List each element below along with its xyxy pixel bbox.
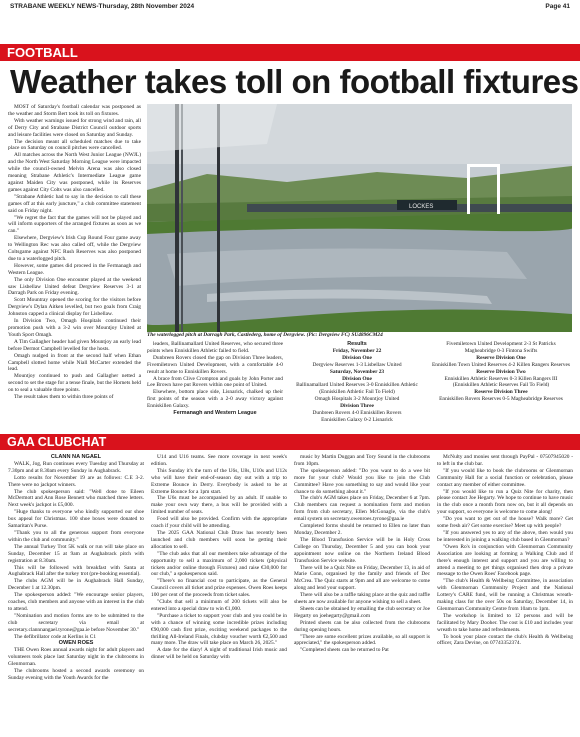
paragraph: Lotto results for November 19 are as follows: C.E 3-2. There were no jackpot winners. [8, 474, 144, 488]
section-bar-football: FOOTBALL [0, 44, 580, 61]
paragraph: leaders, Ballinamallard United Reserves, who secured three points when Enniskillen Athletic failed to field. [147, 341, 283, 354]
paragraph: Omagh nudged in front at the second half when Ethan Campbell slotted home while Niall McCarter extended the lead. [8, 352, 141, 373]
paragraph: Mountjoy continued to push and Gallagher netted a second to set the stage for a tense finale, but the Hornets held on to seal a valuable three points. [8, 373, 141, 394]
paragraph: "There's no financial cost to participate, as the General Council covers all ticket and prize expenses. Owen Roes keeps 100 per cent of the proceeds from ticket sales. [151, 578, 287, 599]
paragraph: "Strabane Athletic had to say in the decision to call these games off at this early juncture," a club committee statement said on Friday night. [8, 193, 141, 214]
page-header [0, 0, 580, 14]
paragraph: The result takes them to within three points of [14, 394, 114, 401]
paragraph: A Tim Gallagher header had given Mountjoy an early lead before Dermot Campbell levelled for the hosts. [8, 338, 141, 352]
paragraph: The spokesperson added: "Do you want to do a wee bit more for your club? Would you like to join the Club Committee? Have you something to say and would like your chance to do something about it." [294, 467, 430, 495]
results-column [289, 341, 425, 431]
paragraph: The clubrooms hosted a second awards ceremony on Sunday evening with the Youth Awards for the [8, 668, 144, 681]
paragraph: "Thank you to all the generous support from everyone within the club and community." [8, 529, 144, 543]
result-line: Enniskillen Athletic Reserves 0-3 Killen Rangers III [444, 375, 558, 382]
paragraph: THE Owen Roes annual awards night for adult players and volunteers took place last Saturday night in the clubrooms in Glenmornan. [8, 647, 144, 668]
gaa-column-3 [294, 454, 430, 736]
article-photo [147, 104, 572, 332]
paragraph: In Division Two, Omagh Hospitals continued their promotion push with a 3-2 win over Mountjoy United at Youth Sport Omagh. [8, 318, 141, 338]
paragraph: However, some games did proceed in the Fermanagh and Western League. [8, 262, 141, 276]
paragraph: Elsewhere, bottom place side, Lisnarick, chalked up their first points of the season with a 2-0 away victory against Enniskillen Galaxy. [147, 389, 283, 410]
paragraph: To book your place contact the club's Health & Wellbeing officer, Zara Devine, on 07743352374. [437, 633, 573, 647]
paragraph: "There are some excellent prizes available, so all support is appreciated," the spokesperson added. [294, 633, 430, 647]
paragraph: "Huge thanks to everyone who kindly supported our shoe box appeal for Christmas. 100 shoe boxes were donated to Samaritan's Purse. [8, 509, 144, 530]
club-heading: CLANN NA NGAEL [50, 454, 102, 460]
paragraph: Sheets can be obtained by emailing the club secretary or Joe Hegarty on joehegarty@gmail.com [294, 605, 430, 619]
paragraph: There will be a Quiz Nite on Friday, December 13, in aid of Marie Conn, organised by the family and friends of Dec McCrea. The Quiz starts at 9pm and all are welcome to come along and lend your support. [294, 564, 430, 592]
results-title: Results [347, 341, 367, 347]
paragraph: The club spokesperson said: "Well done to Eileen McDermott and Ann Rose Bennett who matched three letters. Next week's jackpot is £5,000. [8, 488, 144, 509]
results-division: Division Three [340, 403, 374, 410]
article-headline: Weather takes toll on football fixtures [10, 63, 579, 100]
paragraph: "If you would like to run a Quiz Nite for charity, then please contact Joe Hegarty. We hope to continue to have music in the club once a month from now on, but it all depends on your support, so everyone is welcome to come along! [437, 488, 573, 516]
paragraph: U14 and U16 teams. See more coverage in next week's edition. [151, 454, 287, 467]
photo-caption: The waterlogged pitch at Darragh Park, Castlederg, home of Dergview. (Pic: Dergview FC) SU4896CM24 [147, 332, 383, 338]
section-bar-gaa: GAA CLUBCHAT [0, 434, 580, 450]
results-division: Reserve Division One [476, 354, 526, 361]
paragraph: McNulty and monies sent through PayPal - 07507945020 - to left in the club bar. [437, 454, 573, 467]
result-line: Dergview Reserves 1-3 Lisbellaw United [312, 361, 402, 368]
result-line: Enniskillen Rovers Reserves 0-5 Magheabridge Reserves [439, 396, 563, 403]
paragraph: WALK, Jog, Run continues every Tuesday and Thursday at 7.30pm and at 8.30am every Sunday in Aughabrack. [8, 460, 144, 474]
paragraph: Food will also be provided. Confirm with the appropriate coach if your child will be attending. [151, 516, 287, 530]
subheading-league: Fermanagh and Western League [173, 410, 257, 417]
paragraph: "The club asks that all our members take advantage of the opportunity to sell a maximum of 2,000 tickets (physical tickets and/or online through Fixtureu) and raise €30,000 for our club," a spokesperson said. [151, 550, 287, 578]
paragraph: This will be followed with breakfast with Santa at Aughabrack Hall after the turkey trot (pre-booking essential). [8, 564, 144, 578]
paragraph: The U6s must be accompanied by an adult. If unable to make your own way there, a bus will be provided with a limited number of seats. [151, 495, 287, 516]
paragraph: "Completed sheets can be returned to Pat [300, 647, 389, 654]
ad-board-text: LOCKES [409, 204, 434, 210]
page-number: Page 41 [545, 3, 570, 10]
paragraph: A date for the diary! A night of traditional Irish music and dinner will be held on Saturday with [151, 647, 287, 661]
paragraph: With weather warnings issued for strong wind and rain, all of Derry City and Strabane District Council outdoor sports and leisure facilities were closed on Saturday and Sunday. [8, 117, 141, 138]
gaa-column-4 [437, 454, 573, 736]
paragraph: Scott Mountray opened the scoring for the visitors before Dergview's Dylan Aitken levelled, but two goals from Craig Johnston capped a clinical display for Lisbellaw. [8, 297, 141, 318]
article-column-1 [8, 104, 141, 429]
paragraph: "Nomination and motion forms are to be submitted to the club secretary via email at secretary.clannnangael.tyrone@gaa.ie before November 30." [8, 612, 144, 633]
paragraph: Dunbreen Rovers closed the gap on Division Three leaders, Fivemiletown United Development, with a comfortable 4-0 result at home to Enniskillen Rovers. [147, 354, 283, 375]
paragraph: "Owen Ro's in conjunction with Glenmornan Community Association are looking at forming a Walking Club and if there's enough interest and support and you are willing to attend a meeting to get things organised then drop a private message to the Owen Roes' Facebook page. [437, 543, 573, 578]
paragraph: The decision meant all scheduled matches due to take place on Saturday on council pitches were cancelled. [8, 138, 141, 152]
gaa-column-1 [8, 454, 144, 736]
results-division: Division One [342, 375, 372, 382]
paragraph: The Blood Transfusion Service will be in Holy Cross College on Thursday, December 5 and you can book your appointment now online on the Northern Ireland Blood Transfusion Service website. [294, 536, 430, 564]
result-line: Fivemiletown United Development 2-3 St Patricks Magheabridge 0-3 Fintona Swifts [446, 341, 556, 354]
paragraph: The only Division One encounter played at the weekend saw Lisbellaw United defeat Dergview Reserves 3-1 at Darragh Park on Friday evening. [8, 276, 141, 297]
paragraph: Printed sheets can be also collected from the clubrooms during opening hours. [294, 619, 430, 633]
paragraph: All matches across the North West Junior League (NWJL) and the North West Saturday Morning League were impacted while the council-owned Melvin Arena was also closed meaning Strabane Athletic's Intermediate League game against Maiden City was postponed, while its Reserves games against City Colts was also cancelled. [8, 152, 141, 193]
results-date: Friday, November 22 [332, 347, 382, 354]
paragraph: There will also be a raffle taking place at the quiz and raffle sheets are now available for anyone wishing to sell a sheet. [294, 592, 430, 606]
paragraph: Completed forms should be returned to Ellen no later than Monday, December 2. [294, 523, 430, 536]
paragraph: The defibrillator code at Kerlins is C1 [14, 633, 97, 640]
paragraph: The 2025 GAA National Club Draw has recently been launched and club members will soon be getting their allocation to sell. [151, 529, 287, 550]
results-division: Division One [342, 354, 372, 361]
waterlogged-pitch-image [147, 104, 572, 332]
paragraph: "Clubs that sell a minimum of 200 tickets will also be entered into a special draw to win €1,000. [151, 599, 287, 612]
paragraph: The club's AGM takes place on Friday, December 6 at 7pm. Club members can request a nomination form and motion form from club secretary, Ellen McGonagle, via the club's email system on secretary.owenroes.tyrone@gaa.ie [294, 495, 430, 523]
paragraph: "Do you want to get out of the house? Walk more? Get some fresh air? Get some exercise? Meet up with people? [437, 516, 573, 530]
result-line: Omagh Hospitals 3-2 Mountjoy United [314, 396, 400, 403]
paragraph: The workshop is limited to 12 persons and will be facilitated by Mary Dooher. The cost is £10 and includes your wreath to take home and refreshments. [437, 612, 573, 633]
result-line: (Enniskillen Athletic Reserves Fail To Field) [452, 382, 550, 389]
paragraph: music by Martin Duggan and Tory Sound in the clubrooms from 10pm. [294, 454, 430, 467]
paragraph: "If you answered yes to any of the above, then would you be interested in joining a walking club based in Glenmornan? [437, 529, 573, 543]
results-date: Saturday, November 23 [329, 368, 385, 375]
result-line: Enniskillen Town United Reserves 4-2 Killen Rangers Reserves [431, 361, 570, 368]
result-line: Enniskillen Galaxy 0-2 Lisnarick [321, 416, 393, 423]
gaa-column-2 [151, 454, 287, 736]
article-column-2 [147, 341, 283, 431]
paragraph: "The club's Health & Wellbeing Committee, in association with Glenmornan Community Project and the National Lottery's CARE fund, will be running a Christmas wreath-making class for the over 50s on Saturday, December 14, in Glenmornan Community Centre from 10am to 1pm. [437, 578, 573, 612]
club-heading: OWEN ROES [58, 640, 94, 647]
paragraph: The clubs AGM will be in Aughabrack Hall Sunday, December 1 at 12.30pm. [8, 578, 144, 592]
publication-line: STRABANE WEEKLY NEWS-Thursday, 28th November 2024 [10, 3, 195, 10]
paragraph: The annual Turkey Trot 5K walk or run will take place on Sunday, December 15 at 9am at Aughabrack pitch with registration at 8.30am. [8, 543, 144, 564]
result-line: Ballinamallard United Reserves 3-0 Enniskillen Athletic (Enniskillen Athletic Fail To Field) [296, 382, 418, 396]
paragraph: Elsewhere, Dergview's Irish Cup Round Four game away to Wellington Rec was also called off, while the Dergview Coltsgame against NFC Rush Reserves was also postponed due to a waterlogged pitch. [8, 235, 141, 262]
paragraph: "Purchase a ticket to support your club and you could be in with a chance of winning some incredible prizes including €90,000 cash first prize, exciting weekend packages to the thrilling All-Ireland Finals, clubday voucher worth €2,500 and many more. The draw will take place on March 26, 2025." [151, 612, 287, 647]
results-division: Reserve Division Two [476, 368, 526, 375]
results-column-2 [431, 341, 571, 431]
paragraph: A brace from Clive Crompton and goals by John Porter and Lee Brown have put Rovers within one point of United. [147, 375, 283, 389]
paragraph: MOST of Saturday's football calendar was postponed as the weather and Storm Bert took its toll on fixtures. [8, 104, 141, 117]
paragraph: "We regret the fact that the games will not be played and will inform supporters of the arranged fixtures as soon as we can." [8, 214, 141, 235]
paragraph: The spokesperson added: "We encourage senior players, coaches, club members and anyone with an interest in the club to attend. [8, 592, 144, 612]
results-division: Reserve Division Three [474, 389, 528, 396]
result-line: Dunbreen Rovers 4-0 Enniskillen Rovers [312, 410, 402, 417]
paragraph: This Sunday it's the turn of the U6s, U8s, U10s and U12s who will have their end-of-season day out with a trip to Extreme Bounce in Derry. Everybody is asked to be at Extreme Bounce for a 1pm start. [151, 467, 287, 495]
paragraph: "If you would like to book the clubrooms or Glenmornan Community Hall for a social function or celebration, please contact any member of either committee. [437, 467, 573, 488]
